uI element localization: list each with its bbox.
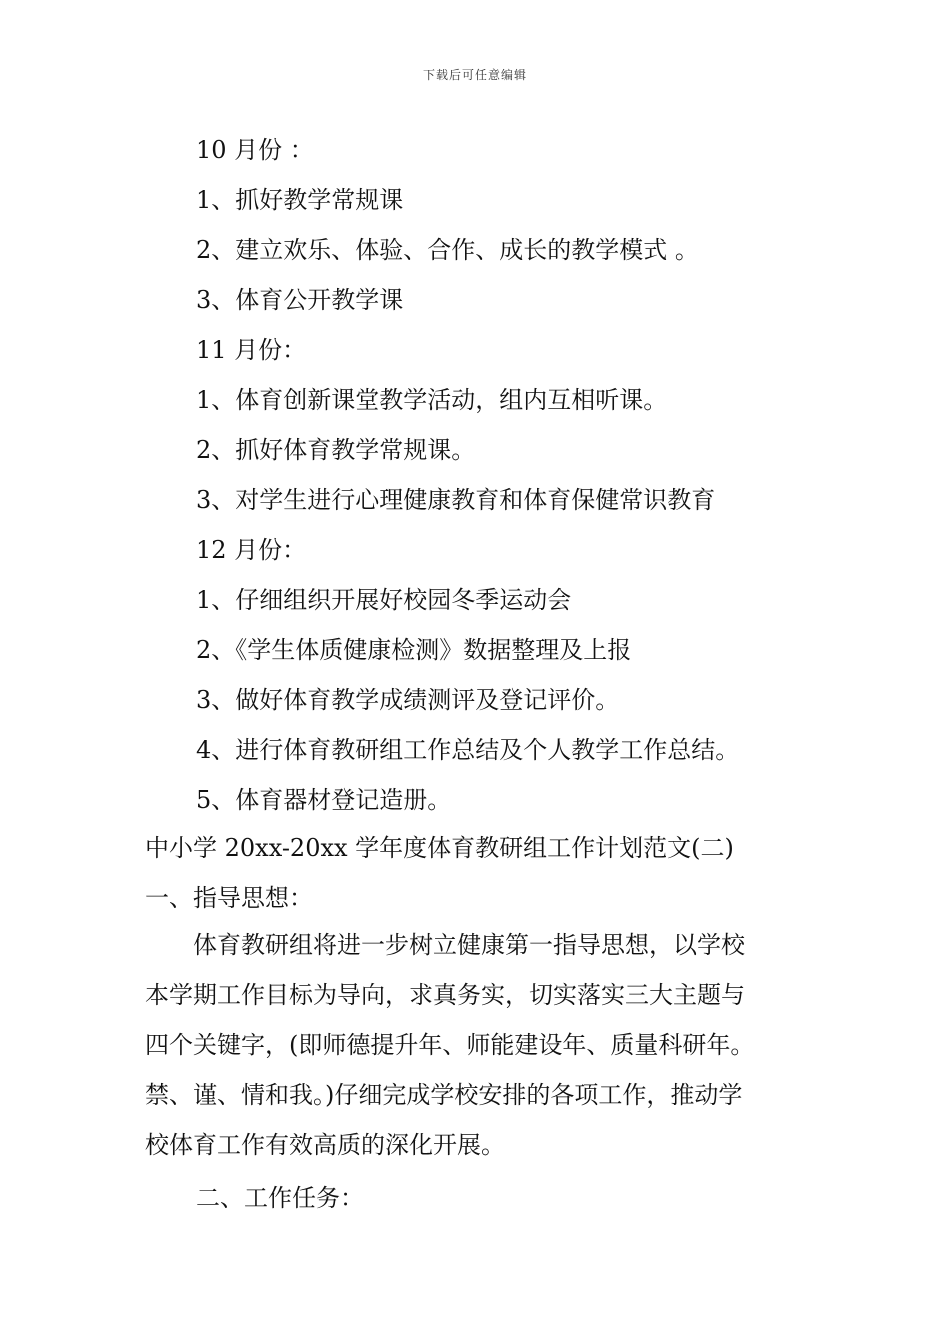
guide-heading: 一、指导思想： [145,884,313,912]
december-item-5: 5、体育器材登记造册。 [196,786,452,814]
page-header-note: 下载后可任意编辑 [422,68,527,82]
october-item-3: 3、体育公开教学课 [196,286,404,314]
december-item-2: 2、《学生体质健康检测》数据整理及上报 [196,636,632,664]
october-heading: 10 月份 ： [196,136,314,164]
november-item-3: 3、对学生进行心理健康教育和体育保健常识教育 [196,486,716,514]
december-item-3: 3、做好体育教学成绩测评及登记评价。 [196,686,620,714]
october-item-2: 2、建立欢乐、体验、合作、成长的教学模式 。 [196,236,699,264]
guide-line-2: 本学期工作目标为导向，求真务实，切实落实三大主题与 [145,981,745,1009]
november-heading: 11 月份： [196,336,307,364]
guide-line-3: 四个关键字，(即师德提升年、师能建设年、质量科研年。 [145,1031,755,1059]
tasks-heading: 二、工作任务： [196,1184,364,1212]
december-item-4: 4、进行体育教研组工作总结及个人教学工作总结。 [196,736,740,764]
guide-paragraph [145,920,754,1170]
guide-line-4: 禁、谨、情和我。)仔细完成学校安排的各项工作，推动学 [145,1081,743,1109]
december-heading: 12 月份： [196,536,307,564]
october-item-1: 1、抓好教学常规课 [196,186,404,214]
december-item-1: 1、仔细组织开展好校园冬季运动会 [196,586,572,614]
document-title: 中小学 20xx-20xx 学年度体育教研组工作计划范文(二) [145,834,734,862]
guide-line-5: 校体育工作有效高质的深化开展。 [145,1131,505,1159]
november-item-2: 2、抓好体育教学常规课。 [196,436,476,464]
november-item-1: 1、体育创新课堂教学活动，组内互相听课。 [196,386,668,414]
guide-line-1: 体育教研组将进一步树立健康第一指导思想，以学校 [145,931,745,959]
